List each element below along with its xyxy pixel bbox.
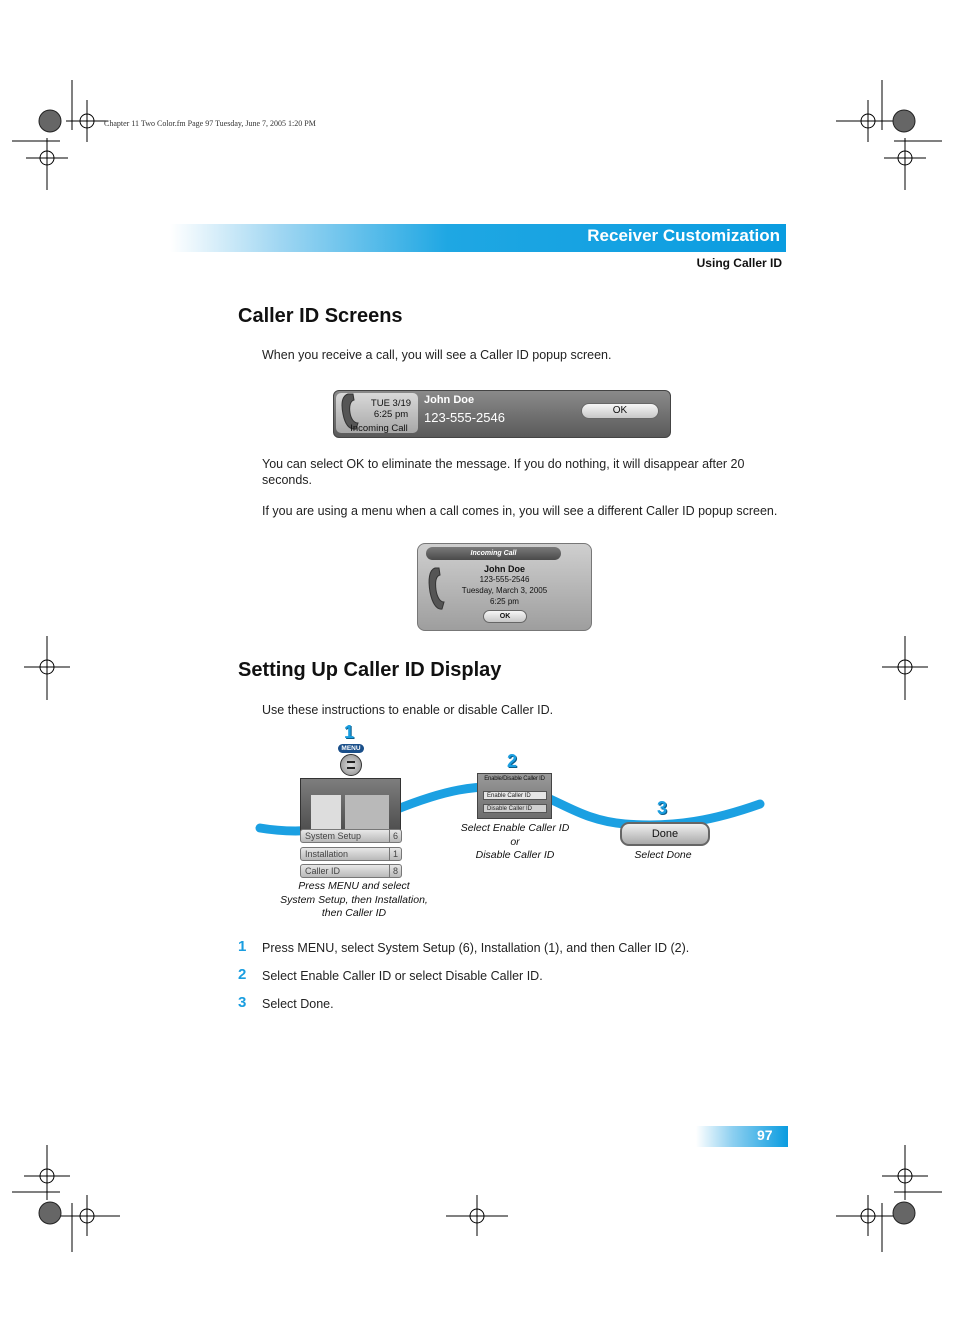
- step-number: 1: [238, 938, 247, 955]
- popup2-title: Incoming Call: [426, 547, 561, 560]
- menu-call-paragraph: If you are using a menu when a call comes in, you will see a different Caller ID popup screen.: [262, 504, 778, 518]
- popup-date: TUE 3/19: [370, 398, 412, 409]
- page-number: 97: [757, 1127, 773, 1143]
- setup-intro: Use these instructions to enable or disable Caller ID.: [262, 703, 554, 717]
- ok-button[interactable]: OK: [581, 403, 659, 419]
- setup-heading: Setting Up Caller ID Display: [238, 659, 502, 681]
- ok-paragraph: You can select OK to eliminate the message. If you do nothing, it will disappear after 20 seconds.: [262, 457, 745, 487]
- popup2-caller-name: John Doe: [483, 564, 525, 574]
- intro-paragraph: When you receive a call, you will see a Caller ID popup screen.: [262, 348, 612, 362]
- popup2-time: 6:25 pm: [490, 597, 519, 606]
- popup2-date: Tuesday, March 3, 2005: [461, 586, 548, 595]
- caller-id-screens-heading: Caller ID Screens: [238, 305, 403, 327]
- menu-item-caller-id[interactable]: Caller ID 8: [300, 864, 402, 878]
- thumbnail-list: [311, 795, 341, 829]
- step1-number: 1: [344, 722, 355, 742]
- popup2-ok-button[interactable]: OK: [483, 610, 527, 623]
- section-subtitle: Using Caller ID: [696, 256, 782, 270]
- main-menu-thumbnail: [300, 778, 401, 833]
- menu-item-system-setup[interactable]: System Setup 6: [300, 829, 402, 843]
- step-text: Select Enable Caller ID or select Disable Caller ID.: [262, 969, 543, 983]
- step3-caption: Select Done: [634, 849, 692, 861]
- step-text: Press MENU, select System Setup (6), Installation (1), and then Caller ID (2).: [262, 941, 690, 955]
- step-number: 3: [238, 994, 247, 1011]
- popup-time: 6:25 pm: [373, 409, 409, 420]
- menu-button[interactable]: [340, 754, 362, 776]
- page-number-band: [696, 1126, 788, 1147]
- file-slug: Chapter 11 Two Color.fm Page 97 Tuesday, June 7, 2005 1:20 PM: [104, 119, 316, 128]
- step-number: 2: [238, 966, 247, 983]
- step2-caption: Select Enable Caller ID or Disable Caller ID: [460, 822, 570, 861]
- thumbnail-preview: [345, 795, 389, 829]
- done-button[interactable]: Done: [620, 822, 710, 846]
- step1-caption: Press MENU and select System Setup, then Installation, then Caller ID: [280, 880, 428, 919]
- popup-caller-number: 123-555-2546: [424, 410, 505, 425]
- dialog-title: Enable/Disable Caller ID: [484, 776, 545, 782]
- step3-number: 3: [657, 798, 668, 818]
- menu-label: MENU: [338, 744, 364, 753]
- popup-caller-name: John Doe: [424, 394, 475, 406]
- popup2-caller-number: 123-555-2546: [479, 575, 530, 584]
- enable-caller-id-option[interactable]: Enable Caller ID: [483, 791, 547, 800]
- menu-item-installation[interactable]: Installation 1: [300, 847, 402, 861]
- disable-caller-id-option[interactable]: Disable Caller ID: [483, 804, 547, 813]
- chapter-title: Receiver Customization: [587, 226, 780, 245]
- menu-lines-icon: [347, 761, 355, 769]
- phone-icon: [427, 566, 447, 612]
- step-text: Select Done.: [262, 997, 334, 1011]
- popup-status: Incoming Call: [350, 423, 408, 434]
- enable-disable-dialog: [477, 773, 552, 819]
- step2-number: 2: [507, 751, 518, 771]
